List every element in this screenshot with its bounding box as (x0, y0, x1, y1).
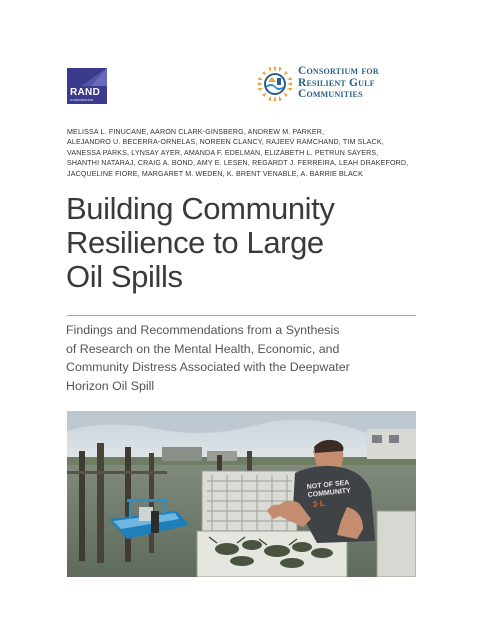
author-line: SHANTHI NATARAJ, CRAIG A. BOND, AMY E. LESEN, REGARDT J. FERREIRA, LEAH DRAKEFORD, (67, 159, 409, 168)
book-title (66, 192, 426, 294)
subtitle-line: of Research on the Mental Health, Economic, and (66, 341, 340, 356)
title-line: Oil Spills (66, 259, 183, 294)
consortium-name-line: Resilient Gulf (298, 76, 375, 89)
consortium-name-line: Communities (298, 88, 363, 100)
subtitle-line: Horizon Oil Spill (66, 378, 155, 393)
rand-logo (67, 68, 107, 104)
author-line: MELISSA L. FINUCANE, AARON CLARK-GINSBERG, ANDREW M. PARKER, (67, 128, 325, 136)
title-line: Resilience to Large (66, 225, 324, 260)
rand-logo-subtext: CORPORATION (70, 98, 94, 102)
cover-photo (67, 411, 416, 577)
subtitle-line: Findings and Recommendations from a Synthesis (66, 323, 340, 337)
title-divider (67, 315, 416, 316)
shirt-text-line: COMMUNITY (307, 487, 352, 499)
shirt-text-line: NOT OF SEA (306, 479, 350, 491)
author-line: VANESSA PARKS, LYNSAY AYER, AMANDA F. EDELMAN, ELIZABETH L. PETRUN SAYERS, (67, 148, 379, 157)
consortium-name (298, 66, 428, 101)
rand-logo-mark-icon (67, 68, 107, 86)
author-line: ALEJANDRO U. BECERRA-ORNELAS, NOREEN CLANCY, RAJEEV RAMCHAND, TIM SLACK, (67, 138, 384, 147)
subtitle-line: Community Distress Associated with the Deepwater (66, 360, 350, 374)
rand-logo-text: RAND (70, 87, 101, 98)
consortium-sun-icon (257, 66, 293, 102)
author-line: JACQUELINE FIORE, MARGARET M. WEDEN, K. BRENT VENABLE, A. BARRIE BLACK (67, 169, 364, 178)
author-list (67, 127, 422, 179)
book-subtitle (66, 321, 426, 395)
consortium-name-line: Consortium for (298, 65, 379, 77)
shirt-text-line: 3·L (312, 498, 326, 509)
fisherman-photo (67, 411, 416, 577)
title-line: Building Community (66, 191, 335, 226)
